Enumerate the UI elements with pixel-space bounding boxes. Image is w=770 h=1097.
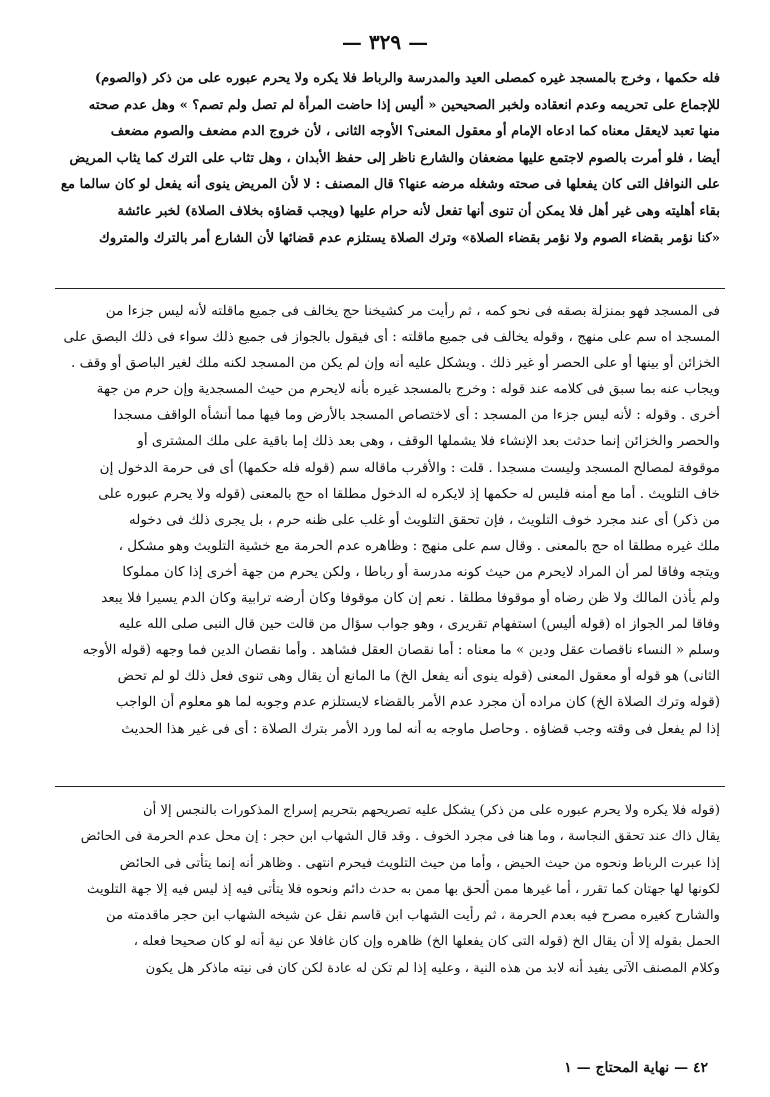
text-line: «كنا نؤمر بقضاء الصوم ولا نؤمر بقضاء الصلاة» وترك الصلاة يستلزم عدم قضائها لأن الشارع أمر بالترك والمتروك <box>98 230 720 246</box>
text-line: الحمل بقوله إلا أن يقال الخ (قوله التى كان يفعلها الخ) ظاهره وإن كان غافلا عن نية أنه لو كان صحيحا فعله ، <box>133 934 720 950</box>
text-line: على النوافل التى كان يفعلها فى صحته وشغله مرضه عنها؟ قال المصنف : لا لأن المريض ينوى أنه يفعل لو كان سالما مع <box>60 177 720 193</box>
text-line: فله حكمها ، وخرج بالمسجد غيره كمصلى العيد والمدرسة والرباط فلا يكره ولا يحرم عبوره على من ذكر (والصوم) <box>94 71 720 86</box>
text-line: ويتجه وفاقا لمر أن المراد لايحرم من حيث كونه مدرسة أو رباطا ، ولكن يحرم من جهة أخرى إذا كان مملوكا <box>122 563 720 580</box>
text-line: بقاء أهليته وهى غير أهل فلا يمكن أن تنوى أنها تفعل لأنه حرام عليها (ويجب قضاؤه بخلاف الصلاة) لخبر عائشة <box>117 203 720 219</box>
text-line: ويجاب عنه بما سبق فى كلامه عند قوله : وخرج بالمسجد غيره بأنه لايحرم من حيث المسجدية وإن حرم من جهة <box>96 381 720 398</box>
text-line: للإجماع على تحريمه وعدم انعقاده ولخبر الصحيحين « أليس إذا حاضت المرأة لم تصل ولم تصم؟ » وهل عدم صحته <box>88 97 720 113</box>
text-line: موقوفة لمصالح المسجد وليست مسجدا . قلت : والأقرب ماقاله سم (قوله فله حكمها) أى فى حرمة الدخول إن <box>99 459 720 476</box>
text-line: والشارح كغيره مصرح فيه بعدم الحرمة ، ثم رأيت الشهاب ابن قاسم نقل عن شيخه الشهاب ابن حجر ماقدمته من <box>105 908 720 924</box>
text-line: الثانى) هو قوله أو معقول المعنى (قوله ينوى أنه يفعل الخ) ما المانع أن يقال وهى تنوى فعل ذلك لو لم تحض <box>117 668 720 685</box>
text-line: الخزائن أو بينها أو على الحصر أو غير ذلك . ويشكل عليه أنه وإن لم يكن من المسجد لكنه ملك لغير الباصق أو وقف . <box>71 355 720 372</box>
text-line: خاف التلويث . أما مع أمنه فليس له حكمها إذ لايكره له الدخول مطلقا اه حج بالمعنى (قوله ولا يحرم عبوره على <box>98 485 720 502</box>
text-line: (قوله وترك الصلاة الخ) كان مراده أن مجرد عدم الأمر بالقضاء لايستلزم عدم وجوبه لما هو معلوم أن الواجب <box>115 694 720 711</box>
text-line: والحصر والخزائن إنما حدثت بعد الإنشاء فلا يشملها الوقف ، وهى بعد ذلك إما باقية على ملك المشترى أو <box>137 433 720 450</box>
text-line: وفاقا لمر الجواز اه (قوله أليس) استفهام تقريرى ، وهو جواب سؤال من قالت حين قال النبى صلى الله عليه <box>118 616 720 633</box>
text-line: وسلم « النساء ناقصات عقل ودين » ما معناه : أما نقصان العقل فشاهد . وأما نقصان الدين فما وجهه (قوله الأوجه <box>82 642 720 659</box>
commentary-first <box>60 298 720 742</box>
text-line: المسجد اه سم على منهج ، وقوله يخالف فى جميع ماقلته : أى فيقول بالجواز فى جميع ذلك سواء فى ذلك البصق على <box>63 329 720 346</box>
text-line: أيضا ، فلو أمرت بالصوم لاجتمع عليها مضعفان والشارع ناظر إلى حفظ الأبدان ، وهل تثاب على الترك كما يثاب المريض <box>69 150 720 166</box>
commentary-second <box>60 798 720 982</box>
text-line: ولم يأذن المالك ولا ظن رضاه أو موقوفا مطلقا . نعم إن كان موقوفا وكان أرضه ترابية وكان الدم يسيرا فلا يبعد <box>101 590 720 607</box>
text-line: من ذكر) أى عند مجرد خوف التلويث ، فإن تحقق التلويث أو غلب على ظنه حرم ، بل يجرى ذلك فى دخوله <box>128 511 720 528</box>
text-line: ملك غيره مطلقا اه حج بالمعنى . وقال سم على منهج : وظاهره عدم الحرمة مع خشية التلويث وهو مشكل ، <box>118 537 720 554</box>
text-line: إذا لم يفعل فى وقته وجب قضاؤه . وحاصل ماوجه به أنه لما ورد الأمر بترك الصلاة : أى فى غير هذا الحديث <box>121 720 720 737</box>
footer-signature: ٤٢ — نهاية المحتاج — ١ <box>564 1060 708 1076</box>
text-line: لكونها لها جهتان كما تقرر ، أما غيرها ممن ألحق بها ممن به حدث دائم ونحوه فلا يتأتى فيه إذ ليس فيه إلا جهة التلويث <box>87 881 720 897</box>
text-line: إذا عبرت الرباط ونحوه من حيث الحيض ، وأما من حيث التلويث فيحرم انتهى . وظاهر أنه إنما يتأتى فى الحائض <box>119 855 720 871</box>
section-divider <box>55 288 725 289</box>
text-line: فى المسجد فهو بمنزلة بصقه فى نحو كمه ، ثم رأيت مر كشيخنا حج يخالف فى جميع ماقلته لأنه ليس جزءا من <box>105 303 720 319</box>
main-text <box>60 66 720 252</box>
text-line: منها تعبد لايعقل معناه كما ادعاه الإمام أو معقول المعنى؟ الأوجه الثانى ، لأن خروج الدم مضعف والصوم مضعف <box>110 124 720 140</box>
text-line: أخرى . وقوله : لأنه ليس جزءا من المسجد : أى لاختصاص المسجد بالأرض وما فيها مما أنشأه الواقف مسجدا <box>113 407 720 424</box>
text-line: (قوله فلا يكره ولا يحرم عبوره على من ذكر) يشكل عليه تصريحهم بتحريم إسراج المذكورات بالنجس إلا أن <box>142 803 720 818</box>
text-line: يقال ذاك عند تحقق النجاسة ، وما هنا فى مجرد الخوف . وقد قال الشهاب ابن حجر : إن محل عدم الحرمة فى الحائض <box>80 829 720 845</box>
page-number: — ٣٢٩ — <box>341 30 429 54</box>
section-divider <box>55 786 725 787</box>
text-line: وكلام المصنف الآتى يفيد أنه لابد من هذه النية ، وعليه إذا لم تكن له عادة لكن كان فى نيته ماذكر هل يكون <box>145 960 720 976</box>
